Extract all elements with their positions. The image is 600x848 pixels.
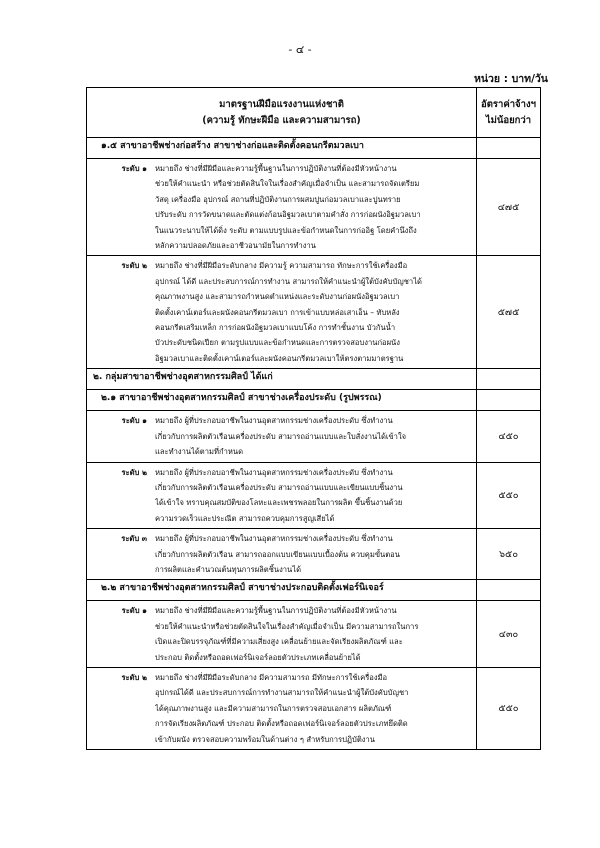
description-line: ปรับระดับ การวัดขนาดและตัดแต่งก้อนอิฐมวลเบาตามคำสั่ง การก่อผนังอิฐมวลเบา — [155, 210, 421, 220]
unit-label: หน่วย : บาท/วัน — [473, 73, 548, 85]
table-header-row — [87, 88, 541, 138]
level-label: ระดับ ๑ — [121, 164, 147, 173]
wage-rate: ๕๕๐ — [477, 462, 541, 529]
description-line: ได้คุณภาพงานสูง และมีความสามารถในการตรวจสอบเอกสาร ผลิตภัณฑ์ — [155, 703, 392, 713]
description-line: หมายถึง ช่างที่มีฝีมือและความรู้พื้นฐานในการปฏิบัติงานที่ต้องมีหัวหน้างาน — [155, 606, 397, 616]
wage-rate: ๖๕๐ — [477, 529, 541, 580]
description-line: คุณภาพงานสูง และสามารถกำหนดตำแหน่งและระดับงานก่อผนังอิฐมวลเบา — [155, 292, 400, 302]
description-line: หลักความปลอดภัยและอาชีวอนามัยในการทำงาน — [155, 241, 316, 251]
description-line: หมายถึง ผู้ที่ประกอบอาชีพในงานอุตสาหกรรมช่างเครื่องประดับ ซึ่งทำงาน — [155, 534, 393, 544]
section-title: ๑.๕ สาขาอาชีพช่างก่อสร้าง สาขาช่างก่อและติดตั้งคอนกรีตมวลเบา — [87, 138, 477, 159]
description-line: เกี่ยวกับการผลิตตัวเรือนเครื่องประดับ สามารถอ่านแบบและใบสั่งงานได้เข้าใจ — [155, 431, 407, 441]
wage-rate: ๔๓๐ — [477, 601, 541, 668]
group-row — [87, 369, 541, 390]
page-number: - ๔ - — [288, 43, 312, 56]
level-description — [155, 465, 472, 527]
level-label: ระดับ ๒ — [121, 467, 147, 477]
table-row — [87, 529, 541, 580]
wage-rate: ๕๕๐ — [477, 667, 541, 749]
description-line: หมายถึง ช่างที่มีฝีมือระดับกลาง มีความรู้ ความสามารถ ทักษะการใช้เครื่องมือ — [155, 261, 408, 271]
description-line: บัวประดับชนิดเปียก ตามรูปแบบและข้อกำหนดและการตรวจสอบงานก่อผนัง — [155, 338, 400, 348]
header-standard — [87, 88, 477, 138]
description-line: การผลิตและคำนวณต้นทุนการผลิตชิ้นงานได้ — [155, 564, 301, 574]
table-row — [87, 462, 541, 529]
description-line: และทำงานได้ตามที่กำหนด — [155, 447, 244, 457]
table-row — [87, 601, 541, 668]
description-line: หมายถึง ช่างที่มีฝีมือและความรู้พื้นฐานในการปฏิบัติงานที่ต้องมีหัวหน้างาน — [155, 164, 397, 173]
description-line: หมายถึง ช่างที่มีฝีมือระดับกลาง มีความสามารถ มีทักษะการใช้เครื่องมือ — [155, 672, 388, 682]
description-line: ช่วยให้คำแนะนำหรือช่วยตัดสินใจในเรื่องสำคัญเมื่อจำเป็น มีความสามารถในการ — [155, 621, 419, 631]
level-label: ระดับ ๒ — [121, 672, 147, 682]
wage-standards-table — [86, 87, 541, 750]
description-line: คอนกรีตเสริมเหล็ก การก่อผนังอิฐมวลเบาแบบโค้ง การทำชั้นงาน บัวกันน้ำ — [155, 323, 396, 333]
level-description — [155, 161, 472, 253]
section-title: ๒.๑ สาขาอาชีพช่างอุตสาหกรรมศิลป์ สาขาช่างเครื่องประดับ (รูปพรรณ) — [87, 390, 477, 411]
section-row — [87, 390, 541, 411]
description-line: ประกอบ ติดตั้งหรือถอดเฟอร์นิเจอร์ลอยตัวประเภทเคลื่อนย้ายได้ — [155, 652, 361, 662]
description-line: การจัดเรียงผลิตภัณฑ์ ประกอบ ติดตั้งหรือถอดเฟอร์นิเจอร์ลอยตัวประเภทยึดติด — [155, 719, 408, 729]
description-line: ช่วยให้คำแนะนำ หรือช่วยตัดสินใจในเรื่องสำคัญเมื่อจำเป็น และสามารถจัดเตรียม — [155, 179, 420, 189]
description-line: วัสดุ เครื่องมือ อุปกรณ์ สถานที่ปฏิบัติงานการผสมปูนก่อมวลเบาและปูนทราย — [155, 194, 401, 204]
table-row — [87, 411, 541, 462]
level-description — [155, 603, 472, 665]
level-description — [155, 258, 472, 366]
level-label: ระดับ ๒ — [121, 261, 147, 271]
description-line: ความรวดเร็วและประณีต สามารถควบคุมการสูญเสียได้ — [155, 513, 335, 523]
header-rate-line2: ไม่น้อยกว่า — [485, 114, 532, 126]
header-rate — [477, 88, 541, 138]
level-description — [155, 531, 472, 577]
wage-rate: ๕๗๕ — [477, 256, 541, 369]
header-standard-line1: มาตรฐานฝีมือแรงงานแห่งชาติ — [219, 99, 344, 111]
description-line: อิฐมวลเบาและติดตั้งเคาน์เตอร์และผนังคอนกรีตมวลเบาให้ตรงตามมาตรฐาน — [155, 353, 404, 363]
group-title: ๒. กลุ่มสาขาอาชีพช่างอุตสาหกรรมศิลป์ ได้แก่ — [87, 369, 477, 390]
section-row — [87, 580, 541, 601]
description-line: ในแนวระนาบให้ได้ดิ่ง ระดับ ตามแบบรูปและข้อกำหนดในการก่ออิฐ โดยคำนึงถึง — [155, 225, 417, 235]
description-line: หมายถึง ผู้ที่ประกอบอาชีพในงานอุตสาหกรรมช่างเครื่องประดับ ซึ่งทำงาน — [155, 416, 393, 426]
description-line: อุปกรณ์ได้ดี และประสบการณ์การทำงานสามารถให้คำแนะนำผู้ใต้บังคับบัญชา — [155, 688, 409, 698]
description-line: เปิดและปิดบรรจุภัณฑ์ที่มีความเสี่ยงสูง เคลื่อนย้ายและจัดเรียงผลิตภัณฑ์ และ — [155, 637, 403, 647]
level-label: ระดับ ๑ — [121, 416, 147, 426]
wage-rate: ๔๕๐ — [477, 411, 541, 462]
header-rate-line1: อัตราค่าจ้างฯ — [481, 99, 536, 111]
header-standard-line2: (ความรู้ ทักษะฝีมือ และความสามารถ) — [202, 114, 361, 126]
description-line: เกี่ยวกับการผลิตตัวเรือน สามารถออกแบบเขียนแบบเบื้องต้น ควบคุมขั้นตอน — [155, 549, 400, 559]
table-row — [87, 667, 541, 749]
description-line: หมายถึง ผู้ที่ประกอบอาชีพในงานอุตสาหกรรมช่างเครื่องประดับ ซึ่งทำงาน — [155, 467, 393, 477]
wage-rate: ๔๗๕ — [477, 159, 541, 256]
section-row — [87, 138, 541, 159]
table-row — [87, 159, 541, 256]
description-line: เข้ากับผนัง ตรวจสอบความพร้อมในด้านต่าง ๆ สำหรับการปฏิบัติงาน — [155, 734, 375, 744]
section-title: ๒.๒ สาขาอาชีพช่างอุตสาหกรรมศิลป์ สาขาช่างประกอบติดตั้งเฟอร์นิเจอร์ — [87, 580, 477, 601]
level-label: ระดับ ๓ — [121, 534, 147, 544]
description-line: อุปกรณ์ ได้ดี และประสบการณ์การทำงาน สามารถให้คำแนะนำผู้ใต้บังคับบัญชาได้ — [155, 276, 422, 286]
description-line: ติดตั้งเคาน์เตอร์และผนังคอนกรีตมวลเบา การเข้าแบบหล่อเสาเอ็น – ทับหลัง — [155, 307, 400, 317]
level-label: ระดับ ๑ — [121, 606, 147, 616]
description-line: ได้เข้าใจ ทราบคุณสมบัติของโลหะและเพชรพลอยในการผลิต ขึ้นชิ้นงานด้วย — [155, 498, 403, 508]
level-description — [155, 413, 472, 459]
description-line: เกี่ยวกับการผลิตตัวเรือนเครื่องประดับ สามารถอ่านแบบและเขียนแบบชิ้นงาน — [155, 482, 403, 492]
level-description — [155, 670, 472, 747]
table-row — [87, 256, 541, 369]
